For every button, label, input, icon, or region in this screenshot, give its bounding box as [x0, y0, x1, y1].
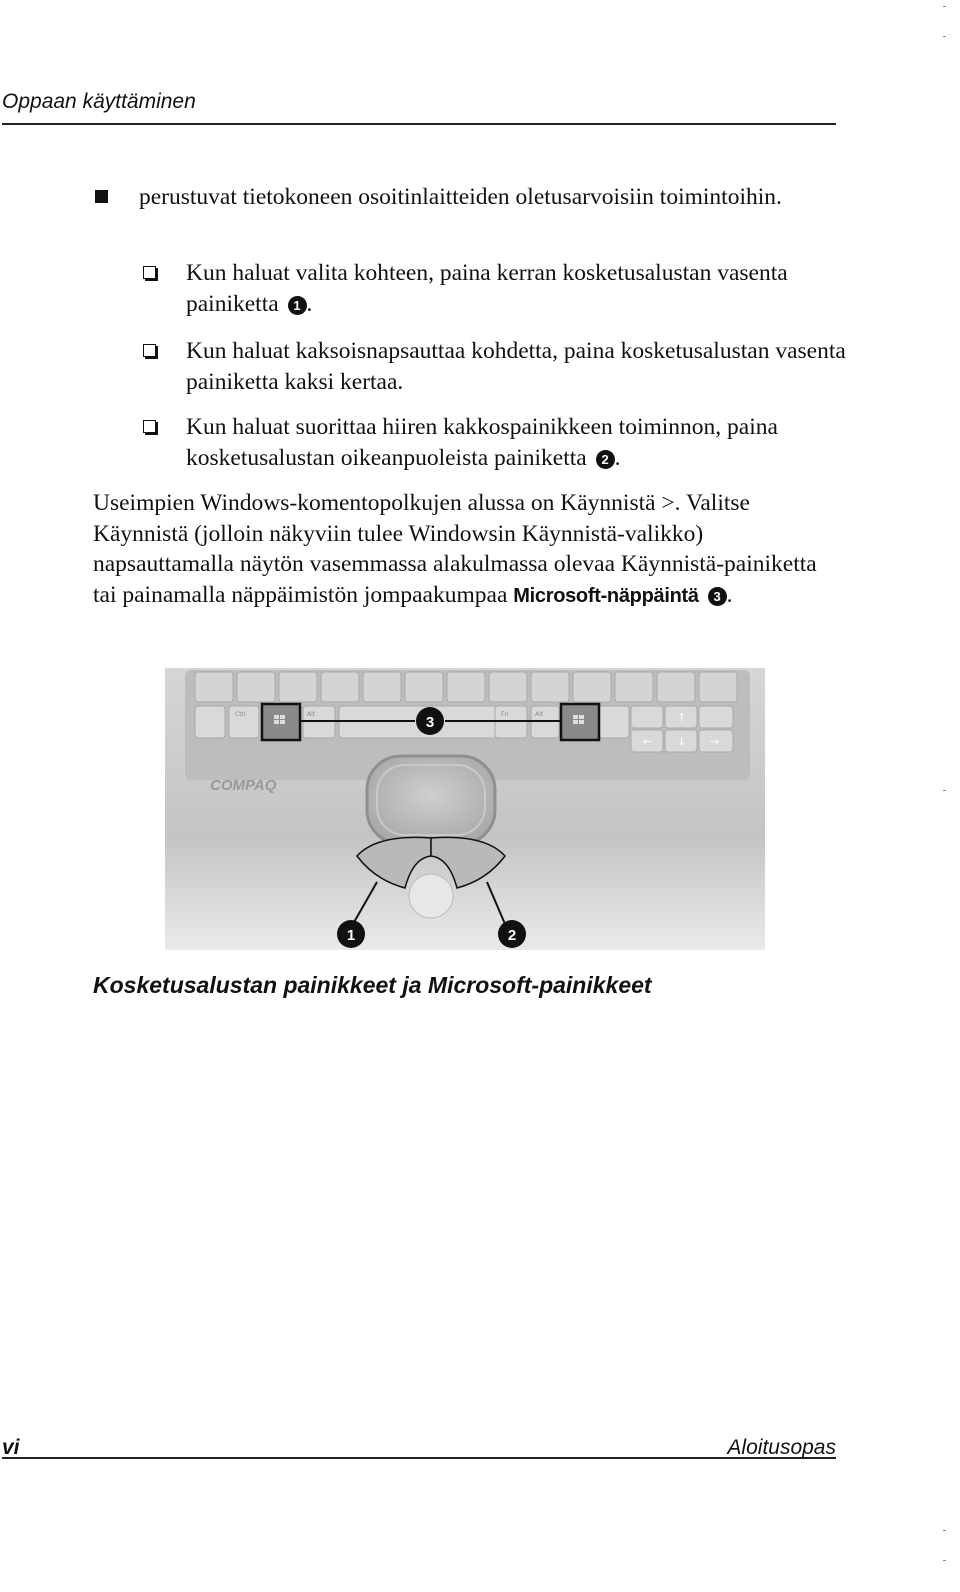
crop-mark	[943, 1530, 946, 1531]
touchpad	[367, 756, 495, 844]
crop-mark	[943, 1560, 946, 1561]
key	[657, 672, 695, 702]
callout-2-marker: 2	[596, 450, 615, 469]
crop-mark	[943, 790, 946, 791]
key-label-fn: Fn	[501, 711, 509, 718]
key	[195, 672, 233, 702]
arrow-down-icon: ↓	[677, 735, 687, 748]
key-label-ctrl: Ctrl	[235, 711, 246, 718]
crop-mark	[943, 6, 946, 7]
arrow-left-icon: ←	[643, 735, 653, 748]
key	[321, 672, 359, 702]
sub-item-1: Kun haluat valita kohteen, paina kerran kosketusalustan vasenta painiketta 1 .	[186, 260, 788, 317]
body-paragraph: Useimpien Windows-komentopolkujen alussa on Käynnistä >. Valitse Käynnistä (jolloin näkyviin tulee Windowsin Käynnistä-valikko) napsauttamalla näytön vasemmassa alakulmassa olevaa Käynnistä-painiketta tai painamalla näppäimistön jompaakumpaa Microsoft-näppäintä 3 .	[93, 490, 817, 608]
callout-1-label: 1	[346, 927, 356, 944]
key	[405, 672, 443, 702]
footer-rule	[2, 1457, 836, 1459]
key	[599, 706, 629, 738]
page-number: vi	[2, 1436, 20, 1459]
crop-mark	[943, 36, 946, 37]
key	[237, 672, 275, 702]
key	[615, 672, 653, 702]
scroll-pad	[409, 874, 453, 918]
callout-2-label: 2	[507, 927, 517, 944]
key	[489, 672, 527, 702]
key	[531, 672, 569, 702]
key	[573, 672, 611, 702]
key	[699, 706, 733, 728]
sub-item-2: Kun haluat kaksoisnapsauttaa kohdetta, paina kosketusalustan vasenta painiketta kaksi kertaa.	[186, 338, 846, 395]
footer-title: Aloitusopas	[727, 1436, 836, 1459]
key	[447, 672, 485, 702]
key	[363, 672, 401, 702]
key-label-alt-right: Alt	[535, 711, 544, 718]
callout-3-marker: 3	[708, 587, 727, 606]
square-bullet-icon	[95, 190, 108, 203]
bullet-text: perustuvat tietokoneen osoitinlaitteiden oletusarvoisiin toimintoihin.	[139, 184, 782, 210]
figure-caption: Kosketusalustan painikkeet ja Microsoft-painikkeet	[93, 972, 652, 998]
running-header: Oppaan käyttäminen	[2, 90, 196, 113]
arrow-up-icon: ↑	[677, 711, 687, 724]
key	[279, 672, 317, 702]
key	[195, 706, 225, 738]
key-label-alt-left: Alt	[307, 711, 316, 718]
callout-1-marker: 1	[288, 296, 307, 315]
callout-3-label: 3	[425, 714, 435, 731]
checkbox-bullet-icon	[143, 420, 156, 433]
key	[631, 706, 663, 728]
checkbox-bullet-icon	[143, 344, 156, 357]
header-rule	[2, 123, 836, 125]
key	[699, 672, 737, 702]
microsoft-key-term: Microsoft-näppäintä	[513, 584, 699, 607]
compaq-logo: COMPAQ	[210, 777, 277, 794]
checkbox-bullet-icon	[143, 266, 156, 279]
arrow-right-icon: →	[710, 735, 720, 748]
sub-item-3: Kun haluat suorittaa hiiren kakkospainikkeen toiminnon, paina kosketusalustan oikeanpuoleista painiketta 2 .	[186, 414, 778, 471]
touchpad-keyboard-illustration	[165, 668, 765, 950]
